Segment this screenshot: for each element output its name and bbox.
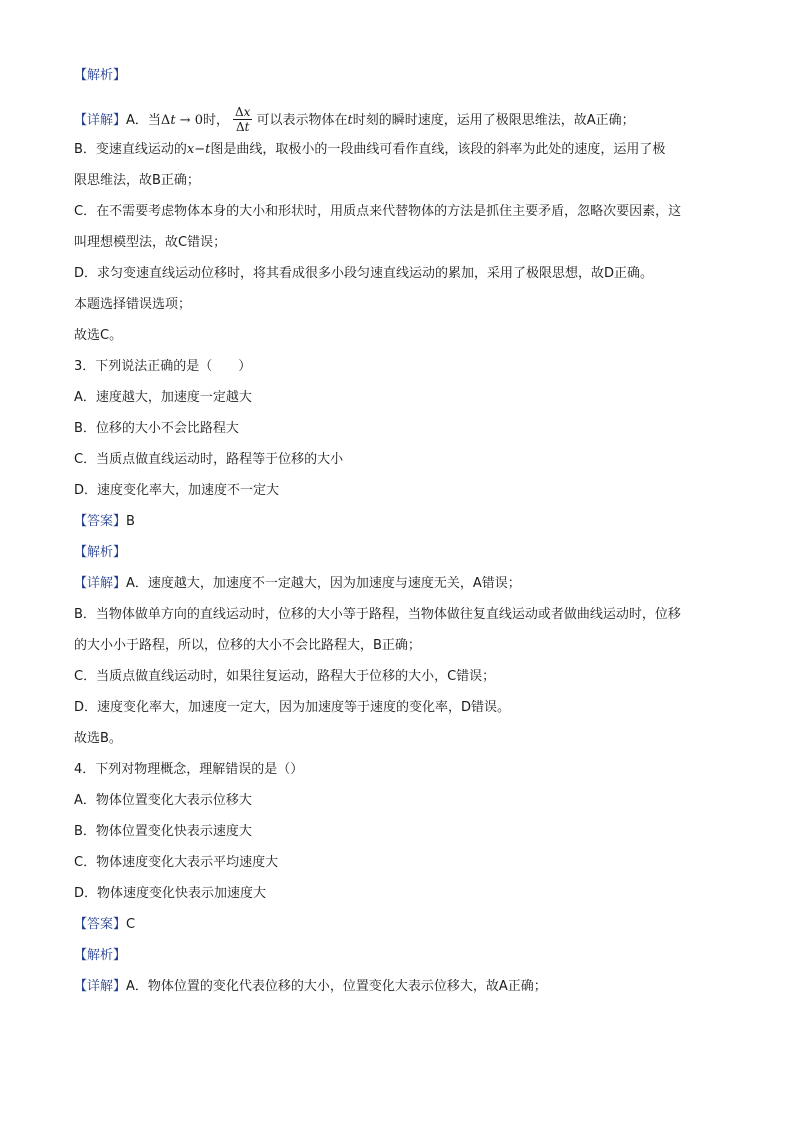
question-3-detail-b1: B．当物体做单方向的直线运动时，位移的大小等于路程，当物体做往复直线运动或者做曲线运动时，位移 xyxy=(74,607,681,622)
fraction-delta-x-over-delta-t xyxy=(233,105,252,134)
question-3-detail-d: D．速度变化率大，加速度一定大，因为加速度等于速度的变化率，D错误。 xyxy=(74,700,511,715)
question-4-answer xyxy=(74,917,135,933)
answer-tag: 【答案】 xyxy=(74,514,127,529)
question-3-option-b: B．位移的大小不会比路程大 xyxy=(74,421,239,436)
detail-text: B．变速直线运动的 xyxy=(74,142,187,157)
fraction-denominator: Δt xyxy=(235,120,250,134)
detail-line-b2: 限思维法，故B正确； xyxy=(74,173,200,188)
detail-text: 时， xyxy=(202,113,229,128)
question-3-analysis-heading xyxy=(74,545,126,561)
detail-tag: 【详解】 xyxy=(74,576,127,591)
math-arrow: → 0 xyxy=(175,113,203,128)
detail-line-d: D．求匀变速直线运动位移时，将其看成很多小段匀速直线运动的累加，采用了极限思想，故D正确。 xyxy=(74,266,654,281)
detail-tag: 【详解】 xyxy=(74,113,127,128)
question-3-option-c: C．当质点做直线运动时，路程等于位移的大小 xyxy=(74,452,344,467)
question-4-option-c: C．物体速度变化大表示平均速度大 xyxy=(74,855,279,870)
detail-tag: 【详解】 xyxy=(74,979,127,994)
detail-text: 时刻的瞬时速度，运用了极限思维法，故A正确； xyxy=(352,113,635,128)
question-4-option-d: D．物体速度变化快表示加速度大 xyxy=(74,886,267,901)
answer-value: C xyxy=(126,917,136,932)
question-3-detail-c: C．当质点做直线运动时，如果往复运动，路程大于位移的大小，C错误； xyxy=(74,669,496,684)
detail-text: 图是曲线，取极小的一段曲线可看作直线，该段的斜率为此处的速度，运用了极 xyxy=(210,142,666,157)
question-3-detail-a xyxy=(74,576,521,592)
analysis-tag: 【解析】 xyxy=(74,68,127,83)
analysis-heading xyxy=(74,68,126,84)
question-3-stem: 3．下列说法正确的是（ ） xyxy=(74,359,252,374)
math-variable: t xyxy=(170,113,176,128)
math-delta: Δ xyxy=(160,113,171,128)
detail-line-c1: C．在不需要考虑物体本身的大小和形状时，用质点来代替物体的方法是抓住主要矛盾，忽略次要因素，这 xyxy=(74,204,682,219)
question-3-detail-b2: 的大小小于路程，所以，位移的大小不会比路程大，B正确； xyxy=(74,638,421,653)
question-4-analysis-heading xyxy=(74,948,126,964)
question-3-option-a: A．速度越大，加速度一定越大 xyxy=(74,390,252,405)
question-3-option-d: D．速度变化率大，加速度不一定大 xyxy=(74,483,280,498)
question-3-answer xyxy=(74,514,135,530)
answer-tag: 【答案】 xyxy=(74,917,127,932)
math-variable: t xyxy=(347,113,353,128)
detail-text: A．速度越大，加速度不一定越大，因为加速度与速度无关，A错误； xyxy=(126,576,521,591)
analysis-tag: 【解析】 xyxy=(74,948,127,963)
detail-text: 可以表示物体在 xyxy=(256,113,348,128)
detail-line-a xyxy=(74,106,635,135)
answer-value: B xyxy=(126,514,135,529)
question-4-option-a: A．物体位置变化大表示位移大 xyxy=(74,793,252,808)
question-4-detail-a xyxy=(74,979,547,995)
conclusion-line: 本题选择错误选项； xyxy=(74,297,192,312)
math-variable: x xyxy=(186,142,195,157)
detail-line-c2: 叫理想模型法，故C错误； xyxy=(74,235,227,250)
question-3-choice: 故选B。 xyxy=(74,731,122,746)
detail-text: A．物体位置的变化代表位移的大小，位置变化大表示位移大，故A正确； xyxy=(126,979,547,994)
question-4-option-b: B．物体位置变化快表示速度大 xyxy=(74,824,252,839)
question-4-stem: 4．下列对物理概念，理解错误的是（） xyxy=(74,762,304,777)
fraction-numerator: Δx xyxy=(235,105,251,119)
math-variable: t xyxy=(205,142,211,157)
math-minus: − xyxy=(194,142,206,157)
choice-line: 故选C。 xyxy=(74,328,123,343)
detail-line-b1 xyxy=(74,142,665,158)
detail-text: A．当 xyxy=(126,113,161,128)
analysis-tag: 【解析】 xyxy=(74,545,127,560)
